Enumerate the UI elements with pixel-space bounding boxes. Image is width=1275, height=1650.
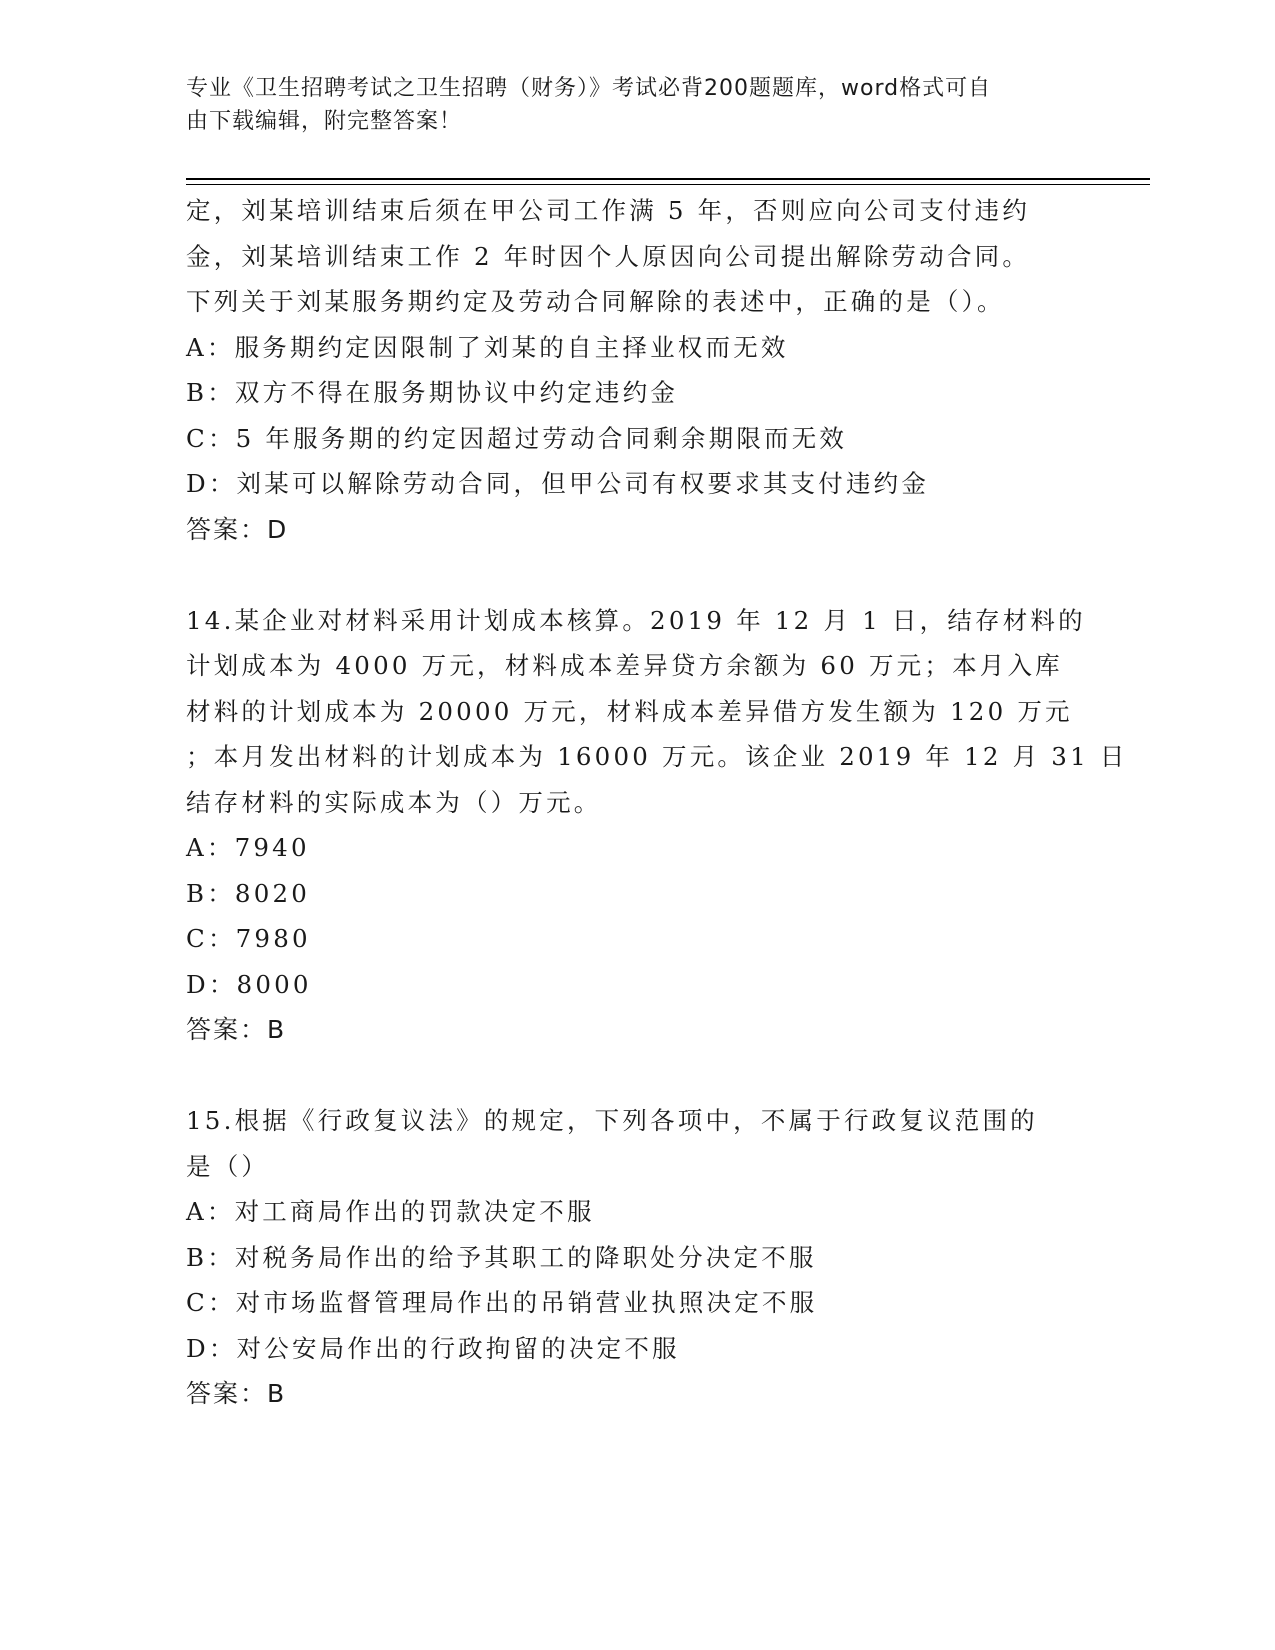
question-text-line: 下列关于刘某服务期约定及劳动合同解除的表述中，正确的是（）。 [186,287,1005,316]
question-text-line: 计划成本为 4000 万元，材料成本差异贷方余额为 60 万元；本月入库 [186,651,1063,680]
answer-line: 答案：D [186,514,289,544]
option-a: A：服务期约定因限制了刘某的自主择业权而无效 [186,332,789,362]
question-15 [186,1098,1086,1417]
question-text-line: 是（） [186,1151,270,1181]
question-text-line: 结存材料的实际成本为（）万元。 [186,787,602,817]
option-a: A：对工商局作出的罚款决定不服 [186,1197,595,1226]
option-d: D：对公安局作出的行政拘留的决定不服 [186,1333,680,1363]
question-13 [186,188,1086,552]
option-c: C：5 年服务期的约定因超过劳动合同剩余期限而无效 [186,423,848,453]
question-text-line: 15.根据《行政复议法》的规定，下列各项中，不属于行政复议范围的 [186,1106,1038,1135]
document-header [186,72,1066,138]
option-b: B：对税务局作出的给予其职工的降职处分决定不服 [186,1242,817,1272]
question-text-line: 定，刘某培训结束后须在甲公司工作满 5 年，否则应向公司支付违约 [186,196,1031,225]
option-b: B：8020 [186,878,311,908]
header-line-1: 专业《卫生招聘考试之卫生招聘（财务）》考试必背200题题库，word格式可自 [186,76,992,101]
option-c: C：7980 [186,924,311,953]
header-rule-thick [186,178,1150,180]
question-text-line: 金，刘某培训结束工作 2 年时因个人原因向公司提出解除劳动合同。 [186,241,1031,271]
question-14 [186,598,1128,1053]
option-c: C：对市场监督管理局作出的吊销营业执照决定不服 [186,1288,818,1317]
answer-line: 答案：B [186,1015,287,1044]
option-d: D：刘某可以解除劳动合同，但甲公司有权要求其支付违约金 [186,469,930,498]
spacer [186,552,1086,598]
question-text-line: 材料的计划成本为 20000 万元，材料成本差异借方发生额为 120 万元 [186,696,1073,726]
answer-line: 答案：B [186,1379,287,1408]
header-line-2: 由下载编辑，附完整答案！ [186,109,463,134]
header-rule-thin [186,184,1150,185]
document-body [186,188,1128,1417]
spacer [186,1053,1086,1099]
question-text-line: ；本月发出材料的计划成本为 16000 万元。该企业 2019 年 12 月 31 日 [186,742,1128,771]
option-b: B：双方不得在服务期协议中约定违约金 [186,378,679,407]
option-d: D：8000 [186,969,312,999]
option-a: A：7940 [186,833,310,862]
question-text-line: 14.某企业对材料采用计划成本核算。2019 年 12 月 1 日，结存材料的 [186,605,1086,635]
